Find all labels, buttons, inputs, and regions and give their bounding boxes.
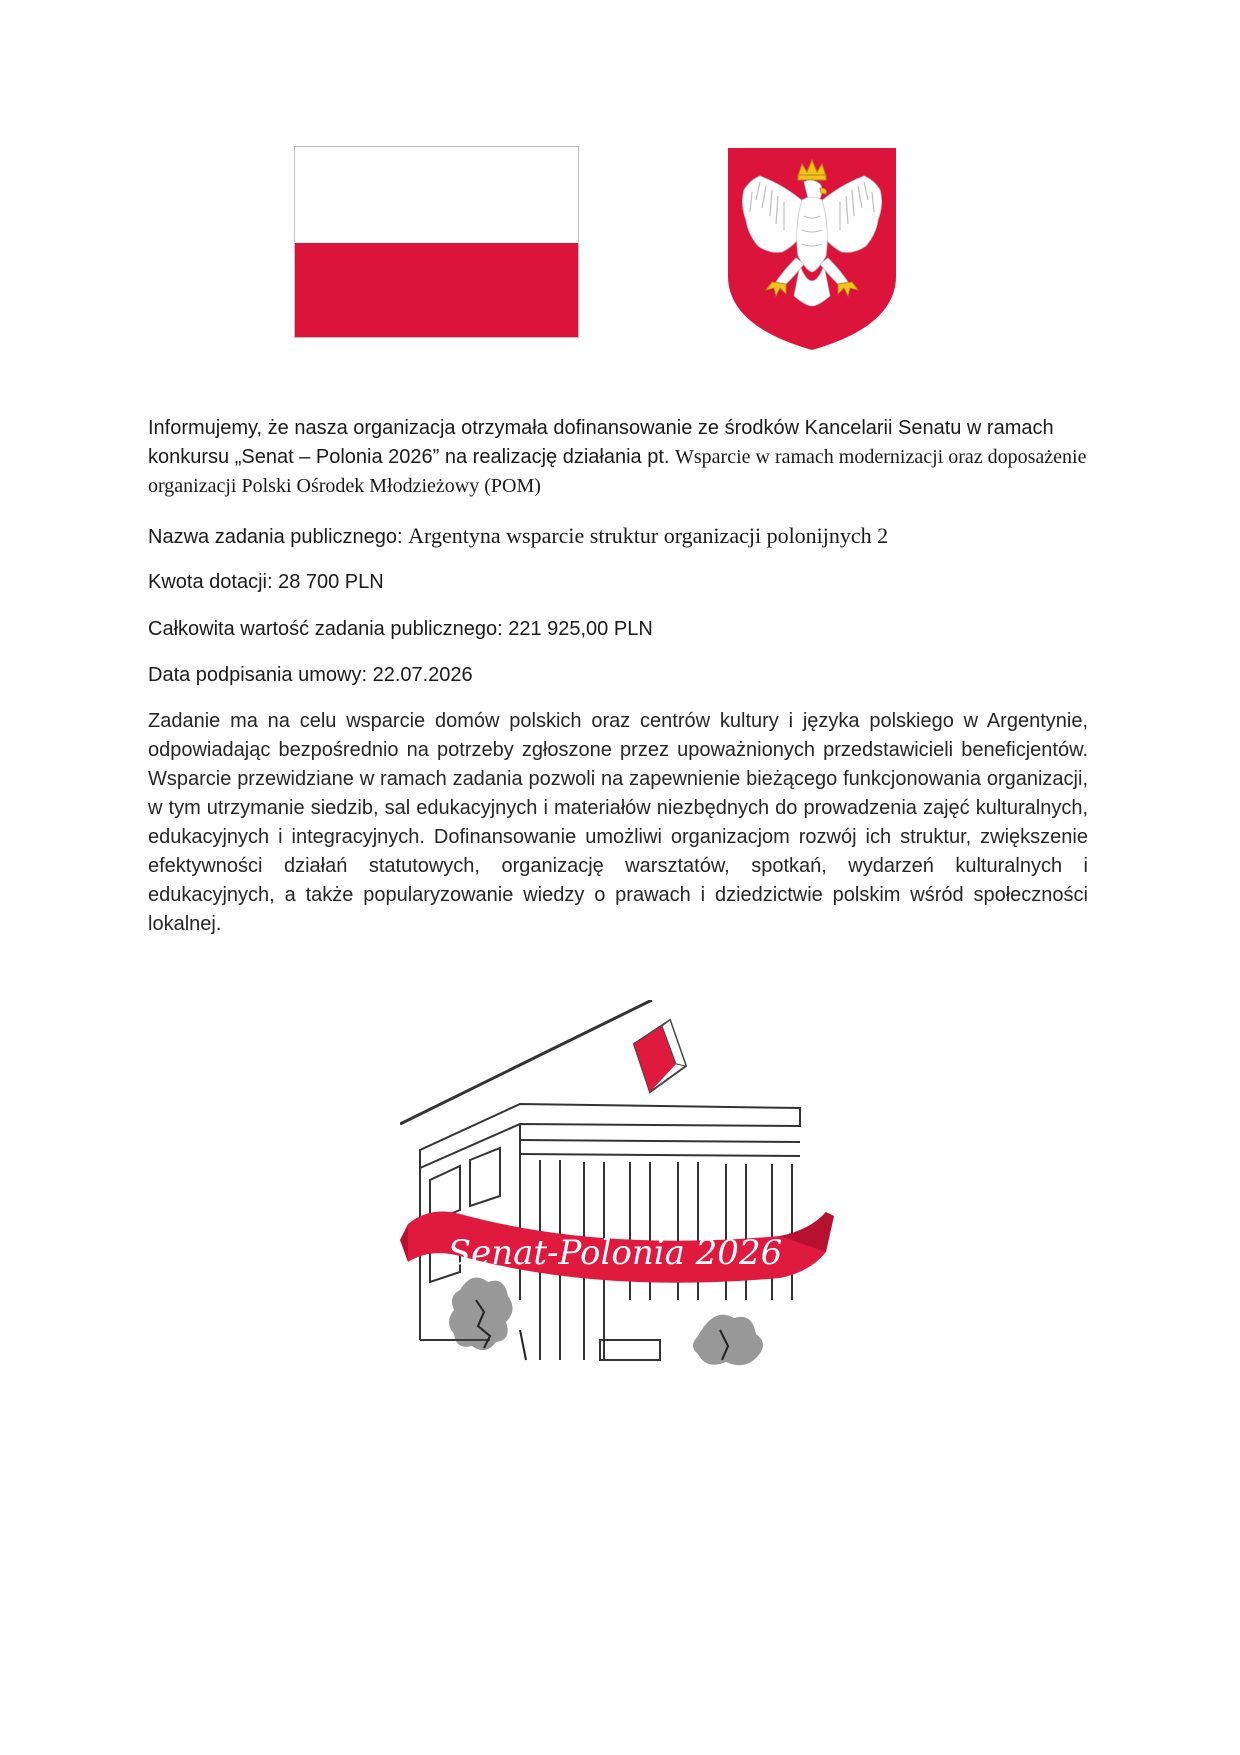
- grant-amount: Kwota dotacji: 28 700 PLN: [148, 571, 384, 593]
- action-title: Wsparcie w ramach modernizacji oraz doposażenie organizacji Polski Ośrodek Młodzieżowy (POM): [148, 446, 1087, 497]
- polish-eagle-emblem-icon: [726, 146, 898, 352]
- flag-white-stripe: [295, 147, 578, 243]
- senate-building-logo-icon: [400, 1000, 840, 1410]
- task-name-value: Argentyna wsparcie struktur organizacji polonijnych 2: [408, 523, 889, 548]
- task-name-line: [148, 521, 1088, 552]
- logo-text: Senat-Polonia 2026: [447, 1233, 783, 1273]
- description-paragraph: Zadanie ma na celu wsparcie domów polskich oraz centrów kultury i języka polskiego w Argentynie, odpowiadając bezpośrednio na potrzeby zgłoszone przez upoważnionych przedstawicieli beneficjentów. Wsparcie przewidziane w ramach zadania pozwoli na zapewnienie bieżącego funkcjonowania organizacji, w tym utrzymanie siedzib, sal edukacyjnych i materiałów niezbędnych do prowadzenia zajęć kulturalnych, edukacyjnych i integracyjnych. Dofinansowanie umożliwi organizacjom rozwój ich struktur, zwiększenie efektywności działań statutowych, organizację warsztatów, spotkań, wydarzeń kulturalnych i edukacyjnych, a także popularyzowanie wiedzy o prawach i dziedzictwie polskim wśród społeczności lokalnej.: [148, 710, 1088, 935]
- flag-red-stripe: [295, 243, 578, 337]
- total-value: Całkowita wartość zadania publicznego: 221 925,00 PLN: [148, 618, 653, 640]
- intro-paragraph: [148, 414, 1088, 501]
- intro-text: Informujemy, że nasza organizacja otrzymała dofinansowanie ze środków Kancelarii Senatu w ramach konkursu „Senat – Polonia 2026” na realizację działania pt.: [148, 417, 1054, 468]
- polish-flag-icon: [294, 146, 579, 338]
- task-name-label: Nazwa zadania publicznego:: [148, 526, 409, 548]
- signing-date: Data podpisania umowy: 22.07.2026: [148, 664, 473, 686]
